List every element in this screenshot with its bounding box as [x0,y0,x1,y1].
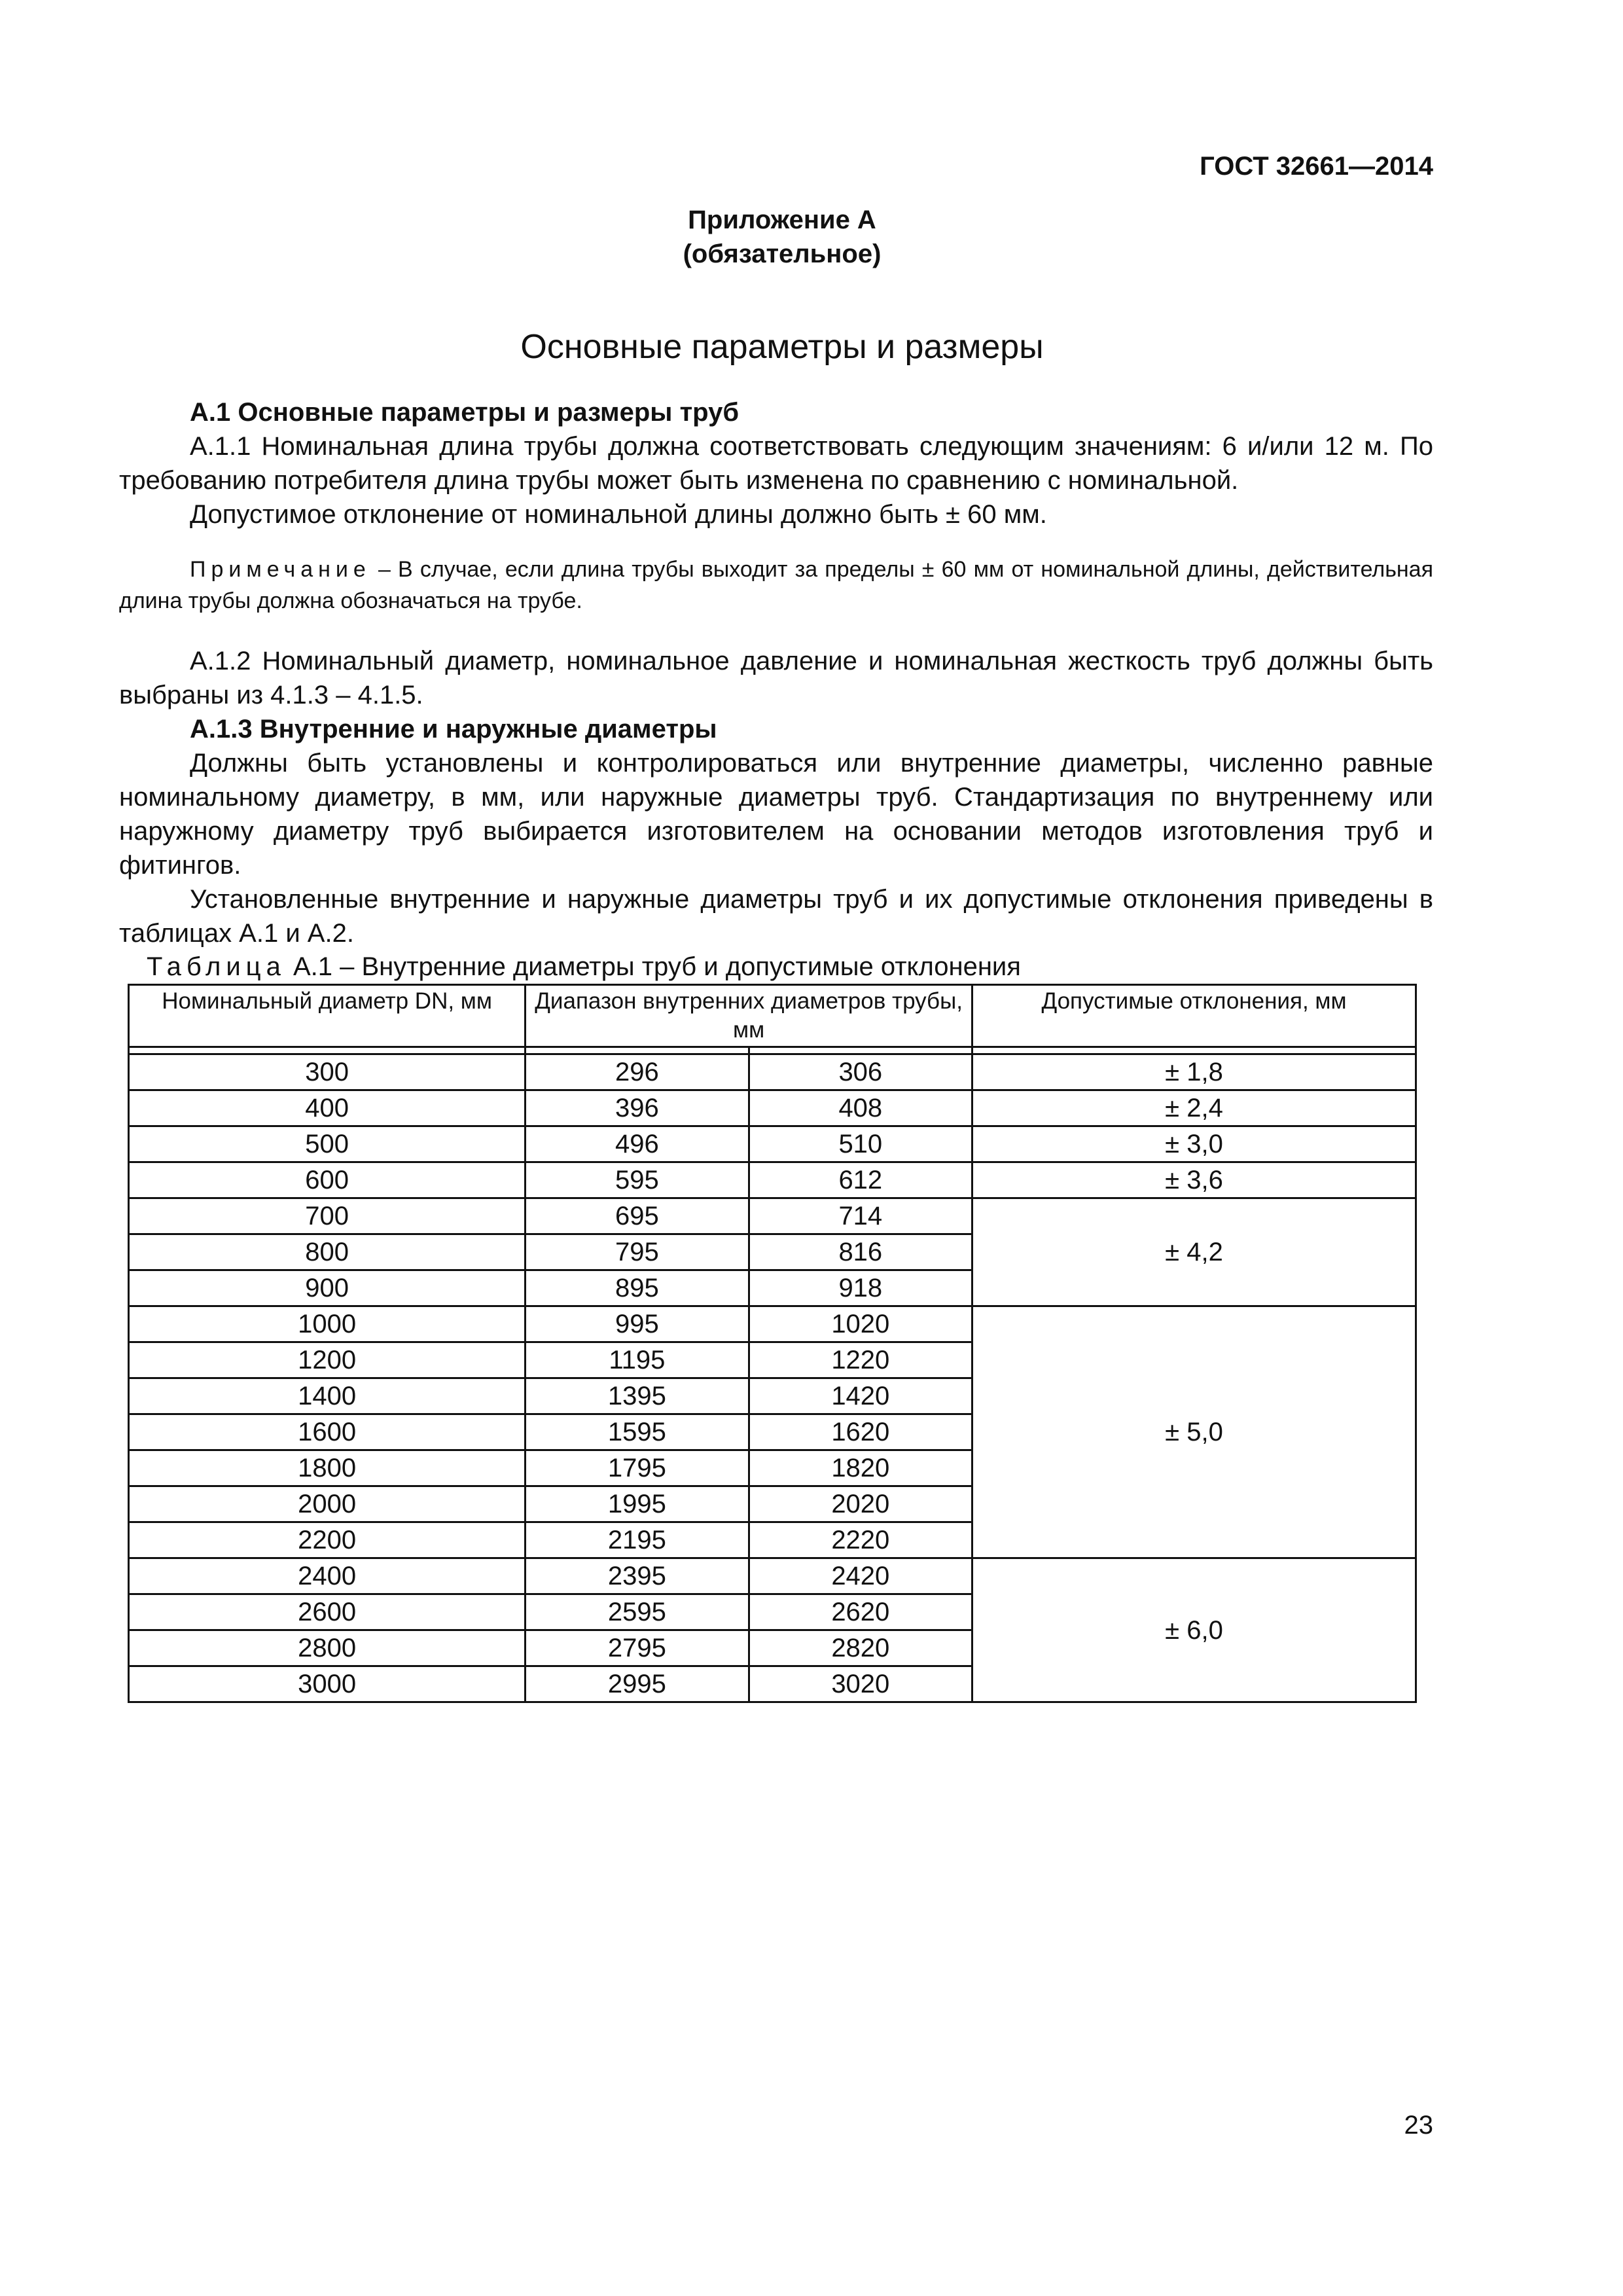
page-number: 23 [1404,2111,1433,2140]
cell-min: 795 [526,1234,749,1270]
cell-max: 1420 [749,1378,972,1414]
cell-tolerance: ± 1,8 [972,1054,1416,1090]
table-row [129,1162,1416,1198]
cell-dn: 400 [129,1090,526,1126]
cell-tolerance: ± 5,0 [972,1306,1416,1558]
header-tolerance: Допустимые отклонения, мм [972,985,1416,1047]
cell-min: 396 [526,1090,749,1126]
cell-min: 595 [526,1162,749,1198]
cell-min: 1995 [526,1486,749,1522]
cell-max: 3020 [749,1666,972,1702]
appendix-subtitle: (обязательное) [683,240,882,268]
cell-min: 1595 [526,1414,749,1450]
cell-min: 1395 [526,1378,749,1414]
cell-max: 1220 [749,1342,972,1378]
section-a1-paragraph-2: Допустимое отклонение от номинальной длины должно быть ± 60 мм. [190,500,1047,529]
cell-dn: 900 [129,1270,526,1306]
cell-dn: 500 [129,1126,526,1162]
section-a12-a13 [119,644,1433,950]
section-a13-heading: А.1.3 Внутренние и наружные диаметры [190,715,717,744]
cell-min: 2795 [526,1630,749,1666]
cell-tolerance: ± 2,4 [972,1090,1416,1126]
cell-min: 995 [526,1306,749,1342]
main-title: Основные параметры и размеры [520,328,1044,366]
cell-max: 918 [749,1270,972,1306]
cell-min: 895 [526,1270,749,1306]
cell-min: 296 [526,1054,749,1090]
cell-dn: 2800 [129,1630,526,1666]
cell-tolerance: ± 3,6 [972,1162,1416,1198]
cell-dn: 1600 [129,1414,526,1450]
table-header-separator [129,1047,1416,1054]
table-caption [147,952,1021,982]
cell-dn: 2200 [129,1522,526,1558]
table-row [129,1090,1416,1126]
cell-min: 2595 [526,1594,749,1630]
table-row [129,1126,1416,1162]
note-label: Примечание [190,557,371,582]
cell-max: 714 [749,1198,972,1234]
cell-max: 2020 [749,1486,972,1522]
section-a13-paragraph-1: Должны быть установлены и контролироваться или внутренние диаметры, численно равные номинальному диаметру, в мм, или наружные диаметры труб. Стандартизация по внутреннему или наружному диаметру труб выбирается изготовителем на основании методов изготовления труб и фитингов. [119,749,1433,880]
table-caption-label: Таблица [147,952,286,981]
cell-max: 2220 [749,1522,972,1558]
cell-dn: 300 [129,1054,526,1090]
section-a13-paragraph-2: Установленные внутренние и наружные диаметры труб и их допустимые отклонения приведены в таблицах А.1 и А.2. [119,885,1433,948]
cell-dn: 1800 [129,1450,526,1486]
table-row [129,1558,1416,1594]
header-inner-diameter-range: Диапазон внутренних диаметров трубы, мм [526,985,972,1047]
cell-max: 408 [749,1090,972,1126]
table-row [129,1054,1416,1090]
cell-max: 2620 [749,1594,972,1630]
cell-dn: 1000 [129,1306,526,1342]
table-row [129,1198,1416,1234]
note-block [119,554,1433,617]
section-a12-paragraph: А.1.2 Номинальный диаметр, номинальное давление и номинальная жесткость труб должны быть выбраны из 4.1.3 – 4.1.5. [119,647,1433,709]
cell-tolerance: ± 4,2 [972,1198,1416,1306]
note-text: – В случае, если длина трубы выходит за пределы ± 60 мм от номинальной длины, действительная длина трубы должна обозначаться на трубе. [119,557,1433,613]
cell-min: 496 [526,1126,749,1162]
cell-min: 2195 [526,1522,749,1558]
cell-dn: 3000 [129,1666,526,1702]
cell-max: 1820 [749,1450,972,1486]
header-nominal-diameter: Номинальный диаметр DN, мм [129,985,526,1047]
cell-min: 695 [526,1198,749,1234]
diameter-table [128,984,1417,1703]
cell-min: 1795 [526,1450,749,1486]
cell-min: 1195 [526,1342,749,1378]
cell-min: 2995 [526,1666,749,1702]
cell-tolerance: ± 6,0 [972,1558,1416,1702]
cell-dn: 700 [129,1198,526,1234]
section-a1-paragraph-1: А.1.1 Номинальная длина трубы должна соответствовать следующим значениям: 6 и/или 12 м. По требованию потребителя длина трубы может быть изменена по сравнению с номинальной. [119,432,1433,495]
cell-dn: 2400 [129,1558,526,1594]
cell-max: 2820 [749,1630,972,1666]
cell-dn: 1200 [129,1342,526,1378]
cell-dn: 2000 [129,1486,526,1522]
cell-max: 2420 [749,1558,972,1594]
table-row [129,1306,1416,1342]
table-header-row [129,985,1416,1047]
cell-dn: 1400 [129,1378,526,1414]
appendix-title: Приложение А [688,206,876,234]
cell-max: 306 [749,1054,972,1090]
cell-dn: 2600 [129,1594,526,1630]
cell-min: 2395 [526,1558,749,1594]
cell-tolerance: ± 3,0 [972,1126,1416,1162]
section-a1 [119,395,1433,531]
cell-dn: 800 [129,1234,526,1270]
cell-max: 1620 [749,1414,972,1450]
cell-max: 510 [749,1126,972,1162]
section-a1-heading: А.1 Основные параметры и размеры труб [190,398,740,427]
document-standard-number: ГОСТ 32661—2014 [1200,152,1433,181]
cell-max: 612 [749,1162,972,1198]
cell-max: 1020 [749,1306,972,1342]
cell-max: 816 [749,1234,972,1270]
cell-dn: 600 [129,1162,526,1198]
table-caption-text: А.1 – Внутренние диаметры труб и допустимые отклонения [285,952,1021,981]
